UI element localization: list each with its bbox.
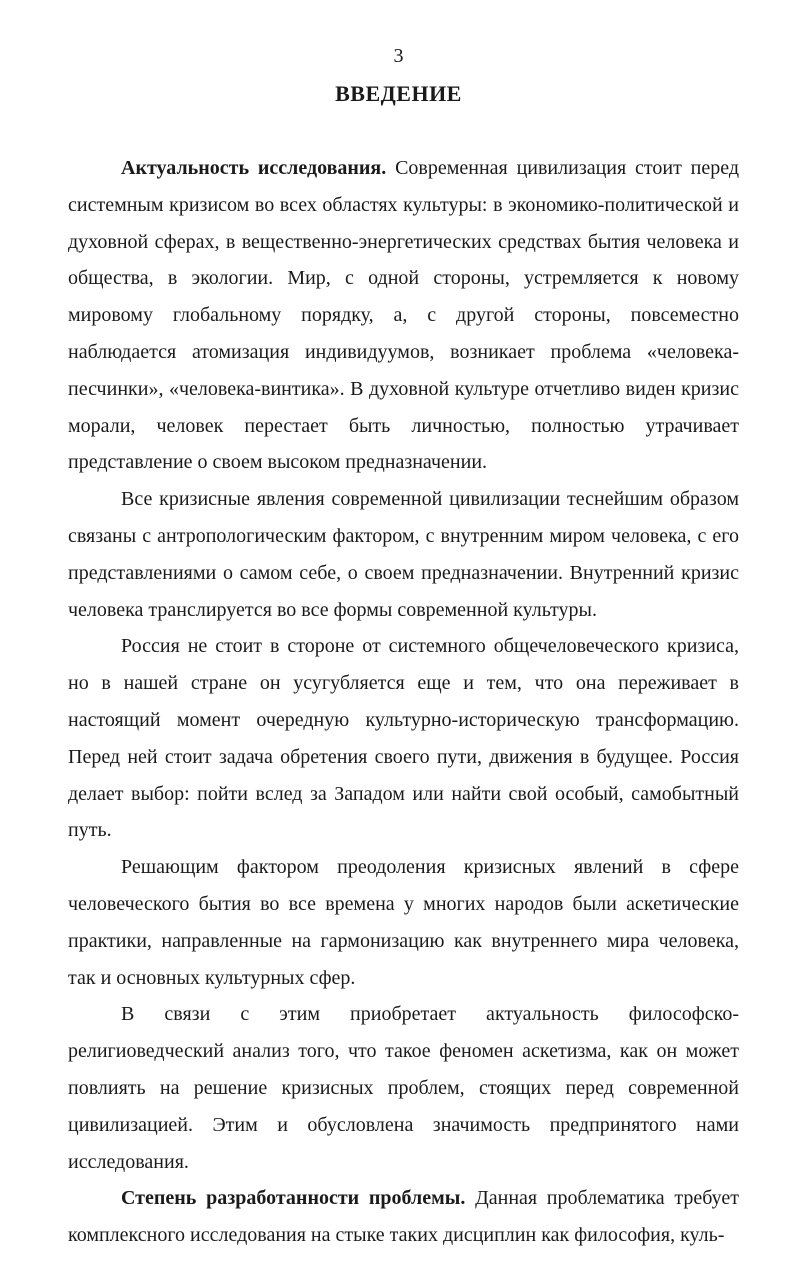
body-text — [68, 150, 739, 1254]
page-title: ВВЕДЕНИЕ — [335, 81, 462, 106]
paragraph-text: Современная цивилизация стоит перед системным кризисом во всех областях культуры: в экономико-политической и духовной сферах, в вещественно-энергетических средствах бытия человека и общества, в экологии. Мир, с одной стороны, устремляется к новому мировому глобальному порядку, а, с другой стороны, повсеместно наблюдается атомизация индивидуумов, возникает проблема «человека-песчинки», «человека-винтика». В духовной культуре отчетливо виден кризис морали, человек перестает быть личностью, полностью утрачивает представление о своем высоком предназначении. — [68, 157, 740, 474]
paragraph-crisis-anthropology — [68, 481, 739, 628]
paragraph-text: Россия не стоит в стороне от системного общечеловеческого кризиса, но в нашей стране он усугубляется еще и тем, что она переживает в настоящий момент очередную культурно-историческую трансформацию. Перед ней стоит задача обретения своего пути, движения в будущее. Россия делает выбор: пойти вслед за Западом или найти свой особый, самобытный путь. — [68, 635, 739, 842]
paragraph-relevance — [68, 150, 739, 481]
paragraph-lead: Актуальность исследования. — [121, 157, 387, 179]
paragraph-ascetic-practices — [68, 849, 739, 996]
paragraph-text: Решающим фактором преодоления кризисных явлений в сфере человеческого бытия во все времена у многих народов были аскетические практики, направленные на гармонизацию как внутреннего мира человека, так и основных культурных сфер. — [68, 856, 739, 989]
paragraph-degree-of-study — [68, 1180, 739, 1254]
paragraph-text: Все кризисные явления современной цивилизации теснейшим образом связаны с антропологическим фактором, с внутренним миром человека, с его представлениями о самом себе, о своем предназначении. Внутренний кризис человека транслируется во все формы современной культуры. — [68, 488, 739, 621]
paragraph-significance — [68, 996, 739, 1180]
page-number: 3 — [393, 45, 404, 67]
paragraph-lead: Степень разработанности проблемы. — [121, 1187, 466, 1210]
paragraph-text: Данная проблематика требует комплексного исследования на стыке таких дисциплин как философия, куль- — [68, 1187, 740, 1247]
paragraph-russia — [68, 628, 739, 849]
paragraph-text: В связи с этим приобретает актуальность философско-религиоведческий анализ того, что такое феномен аскетизма, как он может повлиять на решение кризисных проблем, стоящих перед современной цивилизацией. Этим и обусловлена значимость предпринятого нами исследования. — [68, 1003, 739, 1173]
